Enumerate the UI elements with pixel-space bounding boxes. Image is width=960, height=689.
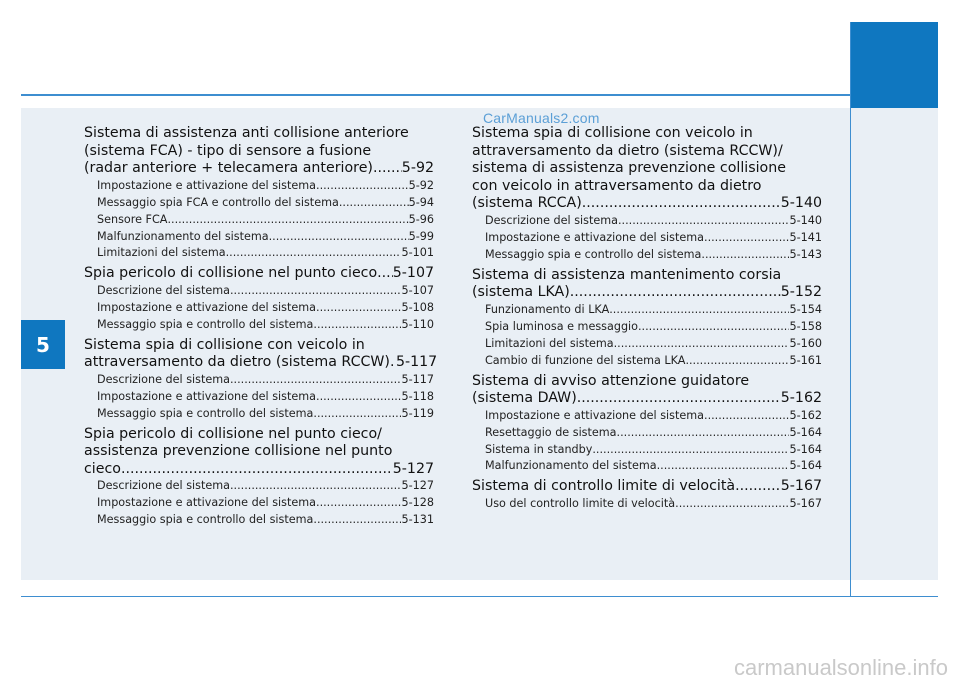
dot-leader <box>592 442 789 459</box>
top-rule <box>21 94 851 96</box>
dot-leader <box>735 478 781 496</box>
toc-subentry-label: Limitazioni del sistema <box>485 336 614 350</box>
dot-leader <box>701 247 789 264</box>
dot-leader <box>313 512 401 529</box>
toc-subentry-label: Messaggio spia e controllo del sistema <box>97 513 314 527</box>
toc-heading-row[interactable] <box>84 160 434 178</box>
toc-page-number: 5-131 <box>401 513 434 527</box>
toc-heading-row[interactable] <box>472 478 822 496</box>
dot-leader <box>373 160 402 178</box>
toc-subentry-label: Malfunzionamento del sistema <box>485 459 657 473</box>
toc-subentry[interactable] <box>84 389 434 406</box>
toc-page-number: 5-127 <box>392 460 434 477</box>
toc-page-number: 5-92 <box>401 160 434 177</box>
toc-heading <box>472 373 822 408</box>
toc-heading-label: (radar anteriore + telecamera anteriore) <box>84 160 373 177</box>
toc-subentry-label: Messaggio spia e controllo del sistema <box>97 317 314 331</box>
toc-page-number: 5-140 <box>789 213 822 227</box>
toc-page-number: 5-164 <box>789 442 822 456</box>
toc-subentry-label: Impostazione e attivazione del sistema <box>97 300 317 314</box>
dot-leader <box>618 213 790 230</box>
toc-subentry-label: Descrizione del sistema <box>97 372 230 386</box>
toc-page-number: 5-162 <box>789 408 822 422</box>
toc-subentry[interactable] <box>472 353 822 370</box>
toc-subentry-label: Descrizione del sistema <box>97 479 230 493</box>
toc-entry <box>472 478 822 513</box>
toc-page-number: 5-162 <box>780 390 822 407</box>
toc-heading-label: cieco <box>84 460 121 477</box>
dot-leader <box>313 317 401 334</box>
toc-heading-label: (sistema LKA) <box>472 284 570 301</box>
toc-subentry-label: Impostazione e attivazione del sistema <box>97 389 317 403</box>
dot-leader <box>230 478 402 495</box>
toc-page-number: 5-108 <box>401 300 434 314</box>
toc-heading-row[interactable] <box>84 461 434 479</box>
toc-subentry-label: Impostazione e attivazione del sistema <box>97 496 317 510</box>
toc-subentry[interactable] <box>84 178 434 195</box>
toc-page-number: 5-164 <box>789 425 822 439</box>
toc-heading-line: Sistema di assistenza anti collisione anteriore <box>84 125 409 141</box>
watermark-logo[interactable]: CarManuals2.com <box>483 110 600 126</box>
toc-subentry[interactable] <box>84 195 434 212</box>
toc-heading-row[interactable] <box>472 284 822 302</box>
dot-leader <box>339 195 409 212</box>
dot-leader <box>582 195 781 213</box>
toc-subentry-label: Impostazione e attivazione del sistema <box>485 230 705 244</box>
toc-subentry[interactable] <box>472 442 822 459</box>
toc-subentry[interactable] <box>84 495 434 512</box>
toc-subentry[interactable] <box>84 372 434 389</box>
toc-heading-line: assistenza prevenzione collisione nel punto <box>84 443 393 460</box>
toc-page-number: 5-119 <box>401 406 434 420</box>
dot-leader <box>226 245 402 262</box>
toc-column-right <box>472 125 822 516</box>
toc-page-number: 5-107 <box>401 283 434 297</box>
toc-subentry-label: Messaggio spia FCA e controllo del sistema <box>97 195 339 209</box>
toc-heading-line: sistema di assistenza prevenzione collisione <box>472 160 786 177</box>
toc-subentry-label: Malfunzionamento del sistema <box>97 229 269 243</box>
toc-entry <box>472 125 822 264</box>
toc-subentry-label: Limitazioni del sistema <box>97 246 226 260</box>
dot-leader <box>685 353 789 370</box>
toc-subentry[interactable] <box>472 230 822 247</box>
dot-leader <box>316 495 401 512</box>
toc-page-number: 5-117 <box>395 354 438 371</box>
toc-subentry-label: Cambio di funzione del sistema LKA <box>485 353 686 367</box>
toc-heading-label: (sistema RCCA) <box>472 195 582 212</box>
dot-leader <box>316 389 401 406</box>
toc-heading-line: Spia pericolo di collisione nel punto cieco/ <box>84 425 382 442</box>
dot-leader <box>704 408 789 425</box>
corner-block <box>851 22 938 108</box>
toc-heading <box>472 267 822 302</box>
dot-leader <box>230 283 402 300</box>
toc-heading <box>84 426 434 479</box>
toc-subentry[interactable] <box>472 458 822 475</box>
dot-leader <box>609 302 789 319</box>
toc-subentry[interactable] <box>84 229 434 246</box>
dot-leader <box>704 230 789 247</box>
toc-page-number: 5-167 <box>789 496 822 510</box>
toc-page-number: 5-140 <box>780 195 822 212</box>
toc-subentry-label: Sensore FCA <box>97 212 168 226</box>
dot-leader <box>617 425 790 442</box>
toc-heading-line: Sistema spia di collisione con veicolo in <box>84 336 365 353</box>
toc-subentry-label: Descrizione del sistema <box>485 213 618 227</box>
toc-entry <box>472 267 822 370</box>
chapter-tab: 5 <box>21 320 65 369</box>
toc-page-number: 5-143 <box>789 247 822 261</box>
toc-page-number: 5-160 <box>789 336 822 350</box>
toc-entry <box>472 373 822 476</box>
toc-entry <box>84 265 434 333</box>
toc-subentry-label: Impostazione e attivazione del sistema <box>97 178 317 192</box>
toc-heading-line: Sistema di avviso attenzione guidatore <box>472 372 750 389</box>
toc-page-number: 5-161 <box>789 353 822 367</box>
toc-subentry-label: Sistema in standby <box>485 442 593 456</box>
toc-subentry[interactable] <box>84 300 434 317</box>
toc-heading-line: attraversamento da dietro (sistema RCCW)/ <box>472 142 783 159</box>
dot-leader <box>121 461 393 479</box>
toc-page-number: 5-96 <box>408 212 434 226</box>
dot-leader <box>657 458 790 475</box>
toc-subentry-label: Spia luminosa e messaggio <box>485 319 638 333</box>
toc-subentry[interactable] <box>472 336 822 353</box>
dot-leader <box>230 372 402 389</box>
toc-subentry[interactable] <box>472 247 822 264</box>
toc-heading-label: Sistema di controllo limite di velocità <box>472 478 736 495</box>
toc-subentry[interactable] <box>84 283 434 300</box>
toc-page-number: 5-118 <box>401 389 434 403</box>
toc-page-number: 5-128 <box>401 496 434 510</box>
toc-subentry[interactable] <box>84 406 434 423</box>
dot-leader <box>577 390 781 408</box>
toc-page-number: 5-92 <box>408 178 434 192</box>
toc-heading-row[interactable] <box>84 354 438 372</box>
toc-page-number: 5-158 <box>789 319 822 333</box>
dot-leader <box>313 406 401 423</box>
toc-heading <box>472 478 822 496</box>
dot-leader <box>316 300 401 317</box>
toc-heading <box>472 125 822 213</box>
toc-page-number: 5-164 <box>789 459 822 473</box>
toc-subentry[interactable] <box>84 478 434 495</box>
toc-page-number: 5-141 <box>789 230 822 244</box>
bottom-rule <box>21 596 938 597</box>
toc-heading-line: Sistema di assistenza mantenimento corsia <box>472 266 782 283</box>
toc-subentry[interactable] <box>472 496 822 513</box>
dot-leader <box>377 265 393 283</box>
toc-entry <box>84 336 438 423</box>
toc-subentry[interactable] <box>472 213 822 230</box>
toc-subentry[interactable] <box>84 245 434 262</box>
toc-subentry-label: Uso del controllo limite di velocità <box>485 496 676 510</box>
toc-column-left <box>84 125 438 532</box>
toc-subentry-label: Descrizione del sistema <box>97 283 230 297</box>
toc-heading-label: Spia pericolo di collisione nel punto cieco <box>84 265 378 282</box>
toc-page-number: 5-99 <box>408 229 434 243</box>
side-rule <box>850 22 851 597</box>
toc-subentry[interactable] <box>472 425 822 442</box>
toc-page-number: 5-101 <box>401 246 434 260</box>
toc-page-number: 5-107 <box>392 265 434 282</box>
toc-heading <box>84 336 438 372</box>
toc-subentry-label: Funzionamento di LKA <box>485 302 610 316</box>
toc-subentry-label: Impostazione e attivazione del sistema <box>485 408 705 422</box>
dot-leader <box>675 496 789 513</box>
toc-heading <box>84 265 434 283</box>
toc-entry <box>84 426 434 530</box>
toc-heading-line: Sistema spia di collisione con veicolo in <box>472 125 753 141</box>
toc-page-number: 5-127 <box>401 479 434 493</box>
toc-subentry[interactable] <box>84 212 434 229</box>
toc-subentry[interactable] <box>84 512 434 529</box>
toc-heading-row[interactable] <box>472 390 822 408</box>
watermark-footer: carmanualsonline.info <box>733 655 948 680</box>
toc-subentry-label: Resettaggio de sistema <box>485 425 617 439</box>
toc-heading <box>84 125 434 178</box>
toc-heading-row[interactable] <box>472 195 822 213</box>
toc-heading-line: con veicolo in attraversamento da dietro <box>472 177 762 194</box>
toc-subentry-label: Messaggio spia e controllo del sistema <box>485 247 702 261</box>
toc-heading-label: (sistema DAW) <box>472 390 577 407</box>
toc-page-number: 5-167 <box>780 478 822 495</box>
toc-page-number: 5-117 <box>401 372 434 386</box>
dot-leader <box>167 212 408 229</box>
toc-heading-line: (sistema FCA) - tipo di sensore a fusione <box>84 142 372 159</box>
dot-leader <box>638 319 789 336</box>
toc-heading-row[interactable] <box>84 265 434 283</box>
toc-subentry[interactable] <box>84 317 434 334</box>
toc-page-number: 5-152 <box>780 284 822 301</box>
dot-leader <box>614 336 790 353</box>
toc-page-number: 5-94 <box>408 195 434 209</box>
toc-subentry-label: Messaggio spia e controllo del sistema <box>97 406 314 420</box>
toc-subentry[interactable] <box>472 319 822 336</box>
dot-leader <box>269 229 409 246</box>
toc-entry <box>84 125 434 262</box>
dot-leader <box>316 178 409 195</box>
toc-page-number: 5-154 <box>789 302 822 316</box>
toc-heading-label: attraversamento da dietro (sistema RCCW) <box>84 354 390 371</box>
toc-page-number: 5-110 <box>401 317 434 331</box>
toc-subentry[interactable] <box>472 408 822 425</box>
dot-leader <box>570 284 781 302</box>
toc-subentry[interactable] <box>472 302 822 319</box>
